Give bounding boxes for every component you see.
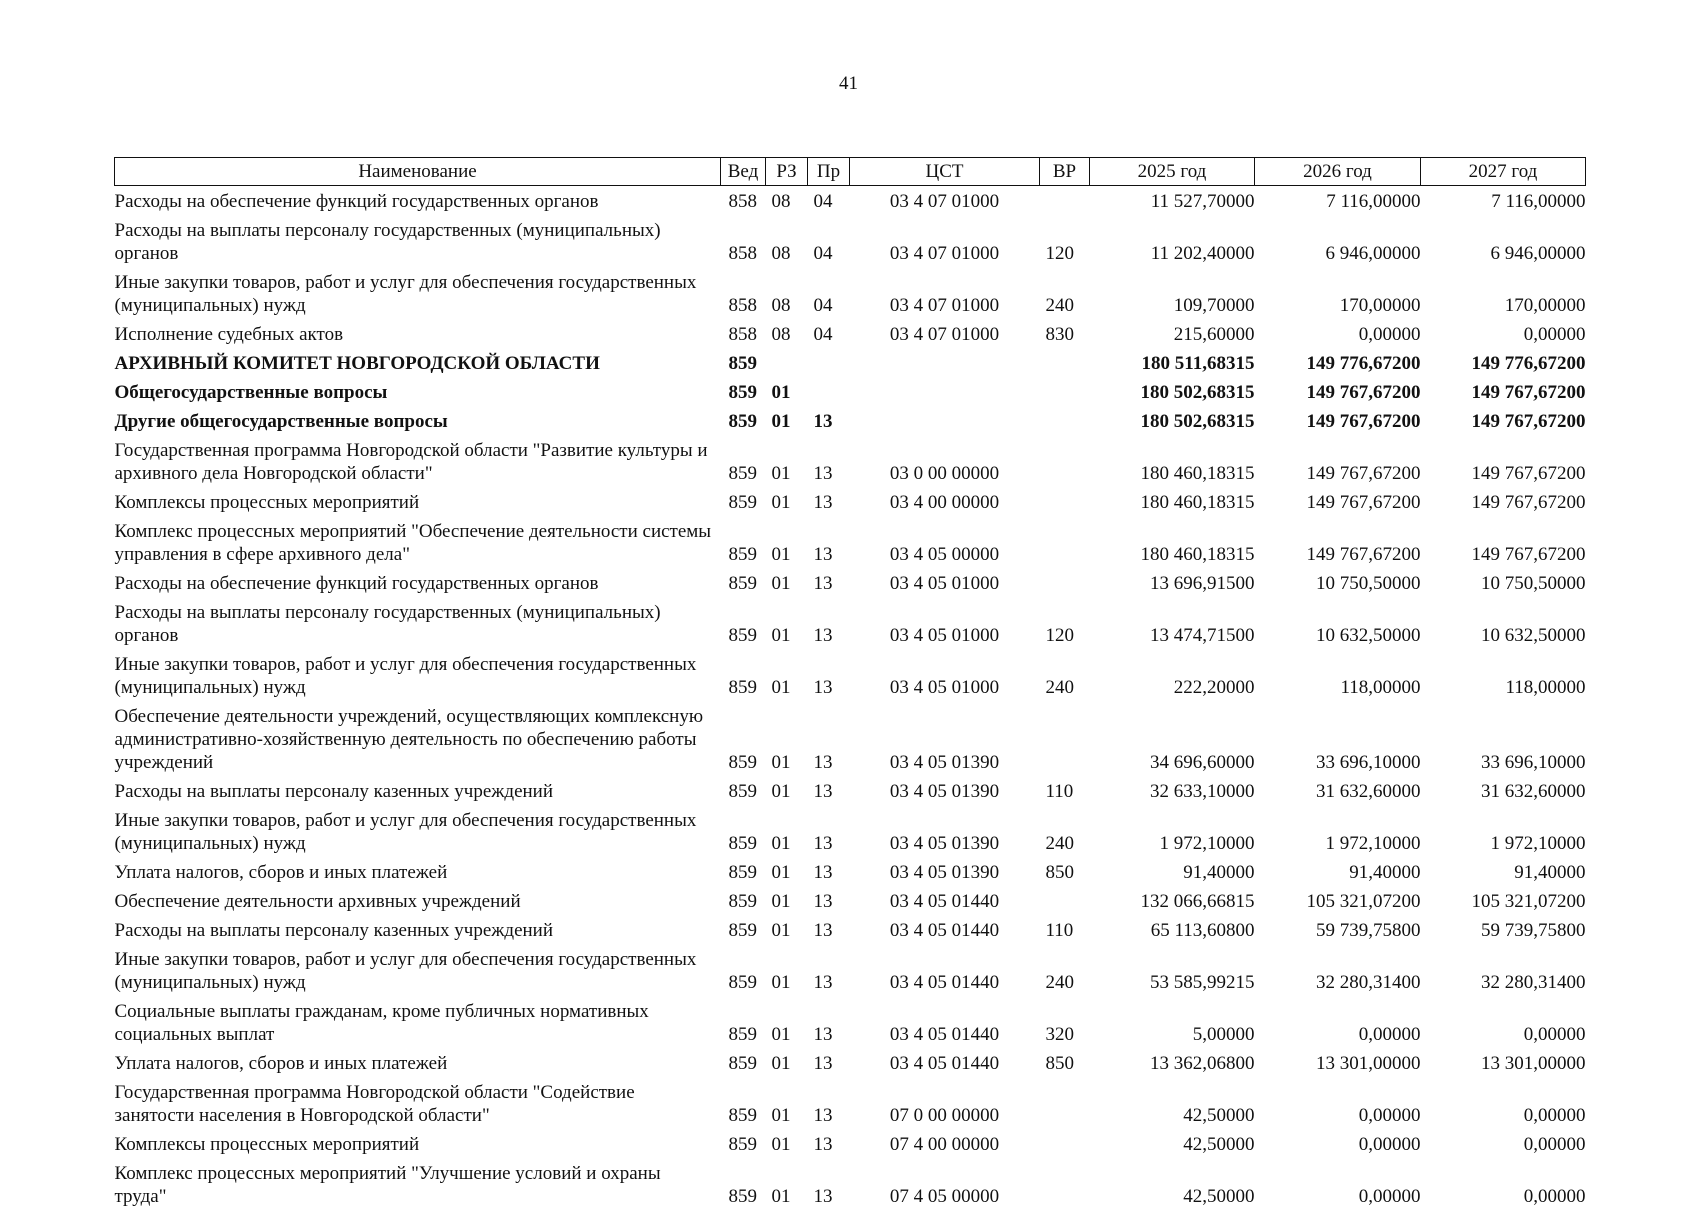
table-row bbox=[115, 1079, 1586, 1131]
cell-ved: 859 bbox=[721, 807, 766, 859]
table-row bbox=[115, 998, 1586, 1050]
cell-ved: 859 bbox=[721, 1079, 766, 1131]
cell-rz: 01 bbox=[766, 379, 808, 408]
cell-rz: 01 bbox=[766, 778, 808, 807]
cell-rz: 01 bbox=[766, 1131, 808, 1160]
cell-2027: 91,40000 bbox=[1421, 859, 1586, 888]
cell-2025: 109,70000 bbox=[1090, 269, 1255, 321]
cell-2025: 132 066,66815 bbox=[1090, 888, 1255, 917]
cell-cst: 07 4 05 00000 bbox=[850, 1160, 1040, 1212]
cell-vr bbox=[1040, 379, 1090, 408]
cell-pr: 13 bbox=[808, 807, 850, 859]
cell-2027: 149 767,67200 bbox=[1421, 437, 1586, 489]
cell-2026: 0,00000 bbox=[1255, 998, 1421, 1050]
header-rz: РЗ bbox=[766, 158, 808, 186]
cell-pr: 13 bbox=[808, 778, 850, 807]
cell-2027: 149 767,67200 bbox=[1421, 489, 1586, 518]
cell-vr bbox=[1040, 1131, 1090, 1160]
cell-vr: 240 bbox=[1040, 946, 1090, 998]
cell-cst: 07 0 00 00000 bbox=[850, 1079, 1040, 1131]
cell-pr: 13 bbox=[808, 570, 850, 599]
cell-pr: 13 bbox=[808, 1079, 850, 1131]
cell-2025: 42,50000 bbox=[1090, 1160, 1255, 1212]
cell-2027: 0,00000 bbox=[1421, 998, 1586, 1050]
cell-cst: 03 4 05 00000 bbox=[850, 518, 1040, 570]
cell-ved: 859 bbox=[721, 888, 766, 917]
cell-ved: 859 bbox=[721, 379, 766, 408]
header-name: Наименование bbox=[115, 158, 721, 186]
cell-2025: 180 502,68315 bbox=[1090, 379, 1255, 408]
cell-ved: 859 bbox=[721, 859, 766, 888]
cell-name: Государственная программа Новгородской области "Содействие занятости населения в Новгородской области" bbox=[115, 1079, 721, 1131]
cell-2026: 32 280,31400 bbox=[1255, 946, 1421, 998]
cell-2027: 10 750,50000 bbox=[1421, 570, 1586, 599]
header-2025: 2025 год bbox=[1090, 158, 1255, 186]
cell-pr: 13 bbox=[808, 651, 850, 703]
table-row bbox=[115, 437, 1586, 489]
cell-2026: 31 632,60000 bbox=[1255, 778, 1421, 807]
cell-name: Комплекс процессных мероприятий "Улучшение условий и охраны труда" bbox=[115, 1160, 721, 1212]
cell-name: Иные закупки товаров, работ и услуг для обеспечения государственных (муниципальных) нужд bbox=[115, 807, 721, 859]
cell-2026: 0,00000 bbox=[1255, 321, 1421, 350]
cell-2026: 6 946,00000 bbox=[1255, 217, 1421, 269]
cell-cst: 03 4 05 01440 bbox=[850, 888, 1040, 917]
cell-2025: 13 696,91500 bbox=[1090, 570, 1255, 599]
cell-2026: 13 301,00000 bbox=[1255, 1050, 1421, 1079]
cell-ved: 859 bbox=[721, 599, 766, 651]
cell-rz: 01 bbox=[766, 917, 808, 946]
cell-rz: 01 bbox=[766, 946, 808, 998]
cell-pr: 13 bbox=[808, 437, 850, 489]
header-2027: 2027 год bbox=[1421, 158, 1586, 186]
cell-pr bbox=[808, 350, 850, 379]
cell-2025: 42,50000 bbox=[1090, 1079, 1255, 1131]
table-row bbox=[115, 807, 1586, 859]
cell-rz: 01 bbox=[766, 570, 808, 599]
cell-cst: 03 0 00 00000 bbox=[850, 437, 1040, 489]
header-2026: 2026 год bbox=[1255, 158, 1421, 186]
cell-rz: 01 bbox=[766, 489, 808, 518]
cell-vr: 110 bbox=[1040, 778, 1090, 807]
budget-table-container bbox=[114, 157, 1585, 1212]
cell-rz: 01 bbox=[766, 408, 808, 437]
cell-pr bbox=[808, 379, 850, 408]
cell-vr: 850 bbox=[1040, 1050, 1090, 1079]
cell-2027: 10 632,50000 bbox=[1421, 599, 1586, 651]
table-header-row bbox=[115, 158, 1586, 186]
cell-name: Расходы на выплаты персоналу казенных учреждений bbox=[115, 778, 721, 807]
cell-ved: 859 bbox=[721, 917, 766, 946]
cell-2027: 59 739,75800 bbox=[1421, 917, 1586, 946]
cell-rz: 08 bbox=[766, 186, 808, 218]
cell-2026: 0,00000 bbox=[1255, 1131, 1421, 1160]
cell-2026: 149 767,67200 bbox=[1255, 518, 1421, 570]
cell-2026: 59 739,75800 bbox=[1255, 917, 1421, 946]
cell-rz: 01 bbox=[766, 998, 808, 1050]
cell-rz: 01 bbox=[766, 703, 808, 778]
cell-name: Расходы на выплаты персоналу государственных (муниципальных) органов bbox=[115, 599, 721, 651]
cell-pr: 04 bbox=[808, 269, 850, 321]
cell-cst: 03 4 07 01000 bbox=[850, 186, 1040, 218]
cell-2026: 91,40000 bbox=[1255, 859, 1421, 888]
table-row bbox=[115, 778, 1586, 807]
cell-cst: 03 4 05 01440 bbox=[850, 946, 1040, 998]
cell-2025: 11 527,70000 bbox=[1090, 186, 1255, 218]
cell-name: Исполнение судебных актов bbox=[115, 321, 721, 350]
cell-rz: 01 bbox=[766, 1079, 808, 1131]
cell-vr bbox=[1040, 437, 1090, 489]
cell-rz: 08 bbox=[766, 269, 808, 321]
cell-vr: 320 bbox=[1040, 998, 1090, 1050]
table-row bbox=[115, 186, 1586, 218]
table-row bbox=[115, 408, 1586, 437]
cell-ved: 859 bbox=[721, 437, 766, 489]
cell-ved: 859 bbox=[721, 1050, 766, 1079]
cell-name: Иные закупки товаров, работ и услуг для обеспечения государственных (муниципальных) нужд bbox=[115, 651, 721, 703]
cell-cst: 03 4 05 01390 bbox=[850, 859, 1040, 888]
cell-vr: 120 bbox=[1040, 599, 1090, 651]
cell-name: Общегосударственные вопросы bbox=[115, 379, 721, 408]
cell-rz: 01 bbox=[766, 807, 808, 859]
cell-2027: 0,00000 bbox=[1421, 1079, 1586, 1131]
cell-vr bbox=[1040, 1160, 1090, 1212]
cell-cst: 03 4 05 01390 bbox=[850, 703, 1040, 778]
cell-cst: 03 4 05 01000 bbox=[850, 651, 1040, 703]
cell-rz: 01 bbox=[766, 888, 808, 917]
cell-ved: 859 bbox=[721, 489, 766, 518]
budget-table bbox=[114, 157, 1586, 1212]
table-row bbox=[115, 269, 1586, 321]
cell-pr: 13 bbox=[808, 917, 850, 946]
cell-2025: 180 502,68315 bbox=[1090, 408, 1255, 437]
cell-pr: 13 bbox=[808, 998, 850, 1050]
cell-name: Расходы на выплаты персоналу государственных (муниципальных) органов bbox=[115, 217, 721, 269]
cell-2027: 33 696,10000 bbox=[1421, 703, 1586, 778]
table-row bbox=[115, 599, 1586, 651]
table-row bbox=[115, 518, 1586, 570]
cell-rz: 01 bbox=[766, 437, 808, 489]
table-row bbox=[115, 859, 1586, 888]
table-row bbox=[115, 946, 1586, 998]
table-row bbox=[115, 917, 1586, 946]
cell-pr: 04 bbox=[808, 321, 850, 350]
cell-pr: 13 bbox=[808, 1131, 850, 1160]
cell-2025: 222,20000 bbox=[1090, 651, 1255, 703]
table-row bbox=[115, 570, 1586, 599]
cell-ved: 859 bbox=[721, 1160, 766, 1212]
cell-name: Обеспечение деятельности учреждений, осуществляющих комплексную административно-хозяйственную деятельность по обеспечению работы учреждений bbox=[115, 703, 721, 778]
cell-2027: 118,00000 bbox=[1421, 651, 1586, 703]
cell-2026: 149 767,67200 bbox=[1255, 408, 1421, 437]
cell-2026: 10 750,50000 bbox=[1255, 570, 1421, 599]
cell-pr: 13 bbox=[808, 859, 850, 888]
cell-name: Комплексы процессных мероприятий bbox=[115, 489, 721, 518]
cell-pr: 13 bbox=[808, 888, 850, 917]
cell-cst: 03 4 07 01000 bbox=[850, 269, 1040, 321]
cell-rz: 01 bbox=[766, 1160, 808, 1212]
cell-2026: 105 321,07200 bbox=[1255, 888, 1421, 917]
cell-2025: 11 202,40000 bbox=[1090, 217, 1255, 269]
cell-cst bbox=[850, 350, 1040, 379]
table-row bbox=[115, 1160, 1586, 1212]
cell-pr: 13 bbox=[808, 1160, 850, 1212]
table-row bbox=[115, 888, 1586, 917]
table-row bbox=[115, 350, 1586, 379]
cell-rz: 01 bbox=[766, 1050, 808, 1079]
cell-rz: 01 bbox=[766, 599, 808, 651]
table-row bbox=[115, 379, 1586, 408]
cell-2027: 6 946,00000 bbox=[1421, 217, 1586, 269]
cell-2025: 13 362,06800 bbox=[1090, 1050, 1255, 1079]
cell-name: Иные закупки товаров, работ и услуг для обеспечения государственных (муниципальных) нужд bbox=[115, 269, 721, 321]
cell-rz: 08 bbox=[766, 321, 808, 350]
cell-vr: 240 bbox=[1040, 269, 1090, 321]
cell-pr: 04 bbox=[808, 217, 850, 269]
cell-2025: 13 474,71500 bbox=[1090, 599, 1255, 651]
table-row bbox=[115, 703, 1586, 778]
cell-2025: 180 460,18315 bbox=[1090, 489, 1255, 518]
cell-2026: 7 116,00000 bbox=[1255, 186, 1421, 218]
cell-vr bbox=[1040, 408, 1090, 437]
cell-vr bbox=[1040, 489, 1090, 518]
cell-2025: 180 511,68315 bbox=[1090, 350, 1255, 379]
cell-2027: 149 767,67200 bbox=[1421, 408, 1586, 437]
cell-2026: 149 767,67200 bbox=[1255, 379, 1421, 408]
cell-cst: 03 4 05 01440 bbox=[850, 998, 1040, 1050]
cell-cst: 03 4 07 01000 bbox=[850, 321, 1040, 350]
cell-ved: 859 bbox=[721, 1131, 766, 1160]
cell-2027: 32 280,31400 bbox=[1421, 946, 1586, 998]
cell-vr: 110 bbox=[1040, 917, 1090, 946]
table-row bbox=[115, 217, 1586, 269]
cell-2027: 31 632,60000 bbox=[1421, 778, 1586, 807]
cell-2027: 0,00000 bbox=[1421, 321, 1586, 350]
cell-cst: 07 4 00 00000 bbox=[850, 1131, 1040, 1160]
cell-ved: 858 bbox=[721, 186, 766, 218]
cell-pr: 13 bbox=[808, 518, 850, 570]
table-row bbox=[115, 651, 1586, 703]
cell-name: Расходы на выплаты персоналу казенных учреждений bbox=[115, 917, 721, 946]
cell-vr bbox=[1040, 703, 1090, 778]
header-ved: Вед bbox=[721, 158, 766, 186]
cell-vr bbox=[1040, 1079, 1090, 1131]
cell-2027: 13 301,00000 bbox=[1421, 1050, 1586, 1079]
cell-2027: 0,00000 bbox=[1421, 1160, 1586, 1212]
cell-rz: 08 bbox=[766, 217, 808, 269]
cell-vr: 120 bbox=[1040, 217, 1090, 269]
cell-pr: 13 bbox=[808, 408, 850, 437]
cell-vr: 240 bbox=[1040, 807, 1090, 859]
cell-cst: 03 4 05 01390 bbox=[850, 807, 1040, 859]
cell-name: Социальные выплаты гражданам, кроме публичных нормативных социальных выплат bbox=[115, 998, 721, 1050]
cell-cst: 03 4 05 01000 bbox=[850, 570, 1040, 599]
cell-vr bbox=[1040, 186, 1090, 218]
cell-2027: 7 116,00000 bbox=[1421, 186, 1586, 218]
header-pr: Пр bbox=[808, 158, 850, 186]
cell-name: Уплата налогов, сборов и иных платежей bbox=[115, 859, 721, 888]
cell-vr bbox=[1040, 350, 1090, 379]
cell-pr: 13 bbox=[808, 946, 850, 998]
cell-2025: 180 460,18315 bbox=[1090, 518, 1255, 570]
cell-cst: 03 4 05 01000 bbox=[850, 599, 1040, 651]
cell-ved: 859 bbox=[721, 518, 766, 570]
cell-cst: 03 4 00 00000 bbox=[850, 489, 1040, 518]
cell-ved: 859 bbox=[721, 350, 766, 379]
cell-ved: 859 bbox=[721, 651, 766, 703]
table-row bbox=[115, 321, 1586, 350]
cell-pr: 13 bbox=[808, 599, 850, 651]
cell-rz: 01 bbox=[766, 518, 808, 570]
cell-2027: 149 767,67200 bbox=[1421, 379, 1586, 408]
cell-vr: 850 bbox=[1040, 859, 1090, 888]
cell-2026: 0,00000 bbox=[1255, 1079, 1421, 1131]
cell-2027: 170,00000 bbox=[1421, 269, 1586, 321]
cell-rz: 01 bbox=[766, 651, 808, 703]
cell-cst bbox=[850, 408, 1040, 437]
cell-cst: 03 4 05 01390 bbox=[850, 778, 1040, 807]
cell-name: Другие общегосударственные вопросы bbox=[115, 408, 721, 437]
cell-vr bbox=[1040, 570, 1090, 599]
cell-vr bbox=[1040, 888, 1090, 917]
cell-ved: 858 bbox=[721, 321, 766, 350]
table-row bbox=[115, 1050, 1586, 1079]
cell-cst: 03 4 05 01440 bbox=[850, 1050, 1040, 1079]
cell-2025: 53 585,99215 bbox=[1090, 946, 1255, 998]
cell-2025: 215,60000 bbox=[1090, 321, 1255, 350]
cell-rz bbox=[766, 350, 808, 379]
cell-cst: 03 4 05 01440 bbox=[850, 917, 1040, 946]
cell-2027: 0,00000 bbox=[1421, 1131, 1586, 1160]
cell-2026: 1 972,10000 bbox=[1255, 807, 1421, 859]
cell-2026: 10 632,50000 bbox=[1255, 599, 1421, 651]
cell-2025: 65 113,60800 bbox=[1090, 917, 1255, 946]
table-row bbox=[115, 1131, 1586, 1160]
cell-vr bbox=[1040, 518, 1090, 570]
cell-2026: 149 767,67200 bbox=[1255, 489, 1421, 518]
cell-pr: 13 bbox=[808, 489, 850, 518]
cell-2026: 0,00000 bbox=[1255, 1160, 1421, 1212]
cell-name: Расходы на обеспечение функций государственных органов bbox=[115, 186, 721, 218]
cell-2027: 149 767,67200 bbox=[1421, 518, 1586, 570]
table-body bbox=[115, 186, 1586, 1212]
page-number: 41 bbox=[0, 73, 1697, 95]
cell-2025: 91,40000 bbox=[1090, 859, 1255, 888]
cell-rz: 01 bbox=[766, 859, 808, 888]
cell-name: Расходы на обеспечение функций государственных органов bbox=[115, 570, 721, 599]
cell-cst bbox=[850, 379, 1040, 408]
cell-ved: 859 bbox=[721, 570, 766, 599]
cell-name: Обеспечение деятельности архивных учреждений bbox=[115, 888, 721, 917]
cell-name: Комплекс процессных мероприятий "Обеспечение деятельности системы управления в сфере архивного дела" bbox=[115, 518, 721, 570]
cell-2027: 149 776,67200 bbox=[1421, 350, 1586, 379]
cell-ved: 858 bbox=[721, 217, 766, 269]
cell-name: Государственная программа Новгородской области "Развитие культуры и архивного дела Новгородской области" bbox=[115, 437, 721, 489]
cell-2025: 5,00000 bbox=[1090, 998, 1255, 1050]
cell-2025: 42,50000 bbox=[1090, 1131, 1255, 1160]
cell-pr: 13 bbox=[808, 703, 850, 778]
cell-ved: 859 bbox=[721, 408, 766, 437]
cell-2027: 105 321,07200 bbox=[1421, 888, 1586, 917]
cell-2026: 118,00000 bbox=[1255, 651, 1421, 703]
cell-ved: 859 bbox=[721, 998, 766, 1050]
cell-2027: 1 972,10000 bbox=[1421, 807, 1586, 859]
cell-ved: 858 bbox=[721, 269, 766, 321]
cell-2026: 149 767,67200 bbox=[1255, 437, 1421, 489]
cell-pr: 13 bbox=[808, 1050, 850, 1079]
cell-vr: 830 bbox=[1040, 321, 1090, 350]
cell-vr: 240 bbox=[1040, 651, 1090, 703]
cell-name: Иные закупки товаров, работ и услуг для обеспечения государственных (муниципальных) нужд bbox=[115, 946, 721, 998]
cell-2026: 149 776,67200 bbox=[1255, 350, 1421, 379]
header-cst: ЦСТ bbox=[850, 158, 1040, 186]
cell-ved: 859 bbox=[721, 703, 766, 778]
cell-2025: 180 460,18315 bbox=[1090, 437, 1255, 489]
cell-2026: 33 696,10000 bbox=[1255, 703, 1421, 778]
table-row bbox=[115, 489, 1586, 518]
cell-name: АРХИВНЫЙ КОМИТЕТ НОВГОРОДСКОЙ ОБЛАСТИ bbox=[115, 350, 721, 379]
cell-name: Комплексы процессных мероприятий bbox=[115, 1131, 721, 1160]
cell-2025: 1 972,10000 bbox=[1090, 807, 1255, 859]
cell-name: Уплата налогов, сборов и иных платежей bbox=[115, 1050, 721, 1079]
cell-ved: 859 bbox=[721, 946, 766, 998]
cell-2026: 170,00000 bbox=[1255, 269, 1421, 321]
cell-pr: 04 bbox=[808, 186, 850, 218]
cell-2025: 32 633,10000 bbox=[1090, 778, 1255, 807]
cell-cst: 03 4 07 01000 bbox=[850, 217, 1040, 269]
header-vr: ВР bbox=[1040, 158, 1090, 186]
cell-ved: 859 bbox=[721, 778, 766, 807]
cell-2025: 34 696,60000 bbox=[1090, 703, 1255, 778]
